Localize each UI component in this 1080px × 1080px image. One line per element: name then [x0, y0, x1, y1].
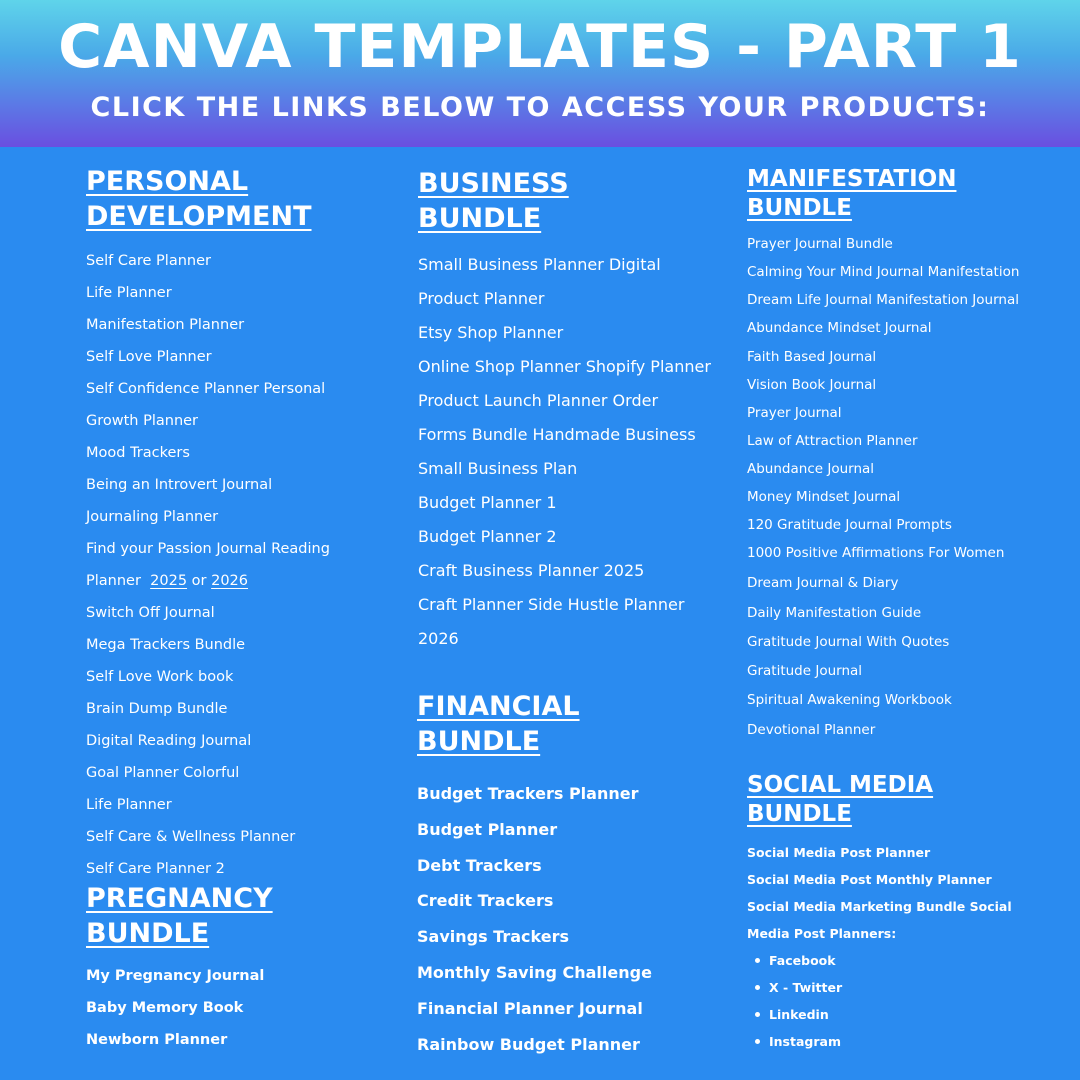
business-bundle-list: [418, 254, 711, 662]
planner-year-row: [86, 570, 330, 602]
product-link[interactable]: Craft Planner Side Hustle Planner: [418, 595, 685, 614]
financial-bundle-heading: [417, 689, 580, 759]
heading-line: BUNDLE: [747, 801, 852, 827]
product-link[interactable]: Self Care Planner 2: [86, 861, 225, 877]
product-link[interactable]: Social Media Marketing Bundle Social: [747, 899, 1012, 914]
product-link[interactable]: Budget Planner: [417, 819, 558, 839]
product-link[interactable]: Daily Manifestation Guide: [747, 605, 922, 621]
product-link[interactable]: Being an Introvert Journal: [86, 477, 273, 493]
product-link[interactable]: Forms Bundle Handmade Business: [418, 425, 696, 444]
platform-link-instagram[interactable]: Instagram: [747, 1032, 1012, 1059]
heading-line: BUNDLE: [418, 203, 542, 234]
product-link[interactable]: Life Planner: [86, 797, 172, 813]
product-link[interactable]: Life Planner: [86, 285, 172, 301]
heading-line: FINANCIAL: [417, 691, 580, 722]
product-link[interactable]: Brain Dump Bundle: [86, 701, 228, 717]
personal-development-list: [86, 250, 330, 890]
product-link[interactable]: Social Media Post Monthly Planner: [747, 872, 992, 887]
product-link[interactable]: Social Media Post Planner: [747, 845, 931, 860]
planner-prefix: Planner: [86, 573, 141, 589]
product-link[interactable]: My Pregnancy Journal: [86, 968, 265, 984]
product-link[interactable]: Digital Reading Journal: [86, 733, 252, 749]
product-link[interactable]: Self Care Planner: [86, 253, 211, 269]
product-link[interactable]: Find your Passion Journal Reading: [86, 541, 330, 557]
product-link[interactable]: Etsy Shop Planner: [418, 323, 564, 342]
heading-line: BUNDLE: [417, 726, 541, 757]
product-link[interactable]: Self Confidence Planner Personal: [86, 381, 326, 397]
product-link[interactable]: Gratitude Journal: [747, 663, 863, 679]
page-subtitle: CLICK THE LINKS BELOW TO ACCESS YOUR PRODUCTS:: [90, 92, 990, 123]
product-link[interactable]: Financial Planner Journal: [417, 998, 643, 1018]
product-link[interactable]: Product Planner: [418, 289, 545, 308]
heading-line: PERSONAL: [86, 166, 249, 197]
page-title: CANVA TEMPLATES - PART 1: [58, 12, 1022, 82]
product-link[interactable]: Small Business Plan: [418, 459, 578, 478]
product-link[interactable]: Calming Your Mind Journal Manifestation: [747, 264, 1020, 280]
pregnancy-bundle-list: [86, 965, 264, 1061]
product-link[interactable]: Baby Memory Book: [86, 1000, 244, 1016]
product-link[interactable]: Spiritual Awakening Workbook: [747, 692, 952, 708]
personal-development-heading: [86, 164, 312, 234]
heading-line: BUSINESS: [418, 168, 569, 199]
product-link[interactable]: Craft Business Planner 2025: [418, 561, 645, 580]
product-link[interactable]: Journaling Planner: [86, 509, 219, 525]
platform-link-twitter[interactable]: X - Twitter: [747, 978, 1012, 1005]
social-media-bundle-heading: [747, 771, 933, 829]
product-link[interactable]: Product Launch Planner Order: [418, 391, 659, 410]
manifestation-bundle-list: [747, 234, 1019, 742]
planner-2026-link[interactable]: 2026: [211, 573, 249, 589]
heading-line: BUNDLE: [86, 918, 210, 949]
product-link[interactable]: Devotional Planner: [747, 722, 876, 738]
product-link[interactable]: Savings Trackers: [417, 927, 569, 947]
product-link[interactable]: Mood Trackers: [86, 445, 190, 461]
heading-line: SOCIAL MEDIA: [747, 772, 934, 798]
product-link[interactable]: Budget Trackers Planner: [417, 784, 639, 803]
product-link[interactable]: Debt Trackers: [417, 855, 542, 875]
product-link[interactable]: 1000 Positive Affirmations For Women: [747, 545, 1005, 561]
heading-line: PREGNANCY: [86, 883, 273, 914]
product-link[interactable]: Money Mindset Journal: [747, 489, 901, 505]
product-link[interactable]: Gratitude Journal With Quotes: [747, 634, 950, 650]
product-link[interactable]: Dream Journal & Diary: [747, 575, 899, 591]
social-media-bundle-list: [747, 843, 1012, 1059]
product-link[interactable]: Rainbow Budget Planner: [417, 1034, 640, 1054]
product-link[interactable]: Manifestation Planner: [86, 317, 245, 333]
product-link[interactable]: Growth Planner: [86, 413, 199, 429]
product-link[interactable]: Media Post Planners:: [747, 926, 897, 941]
product-link[interactable]: Faith Based Journal: [747, 348, 877, 365]
product-link[interactable]: 2026: [418, 629, 459, 648]
product-link[interactable]: Self Love Planner: [86, 349, 212, 365]
pregnancy-bundle-heading: [86, 881, 273, 951]
product-link[interactable]: Goal Planner Colorful: [86, 765, 240, 781]
header-banner: [0, 0, 1080, 147]
heading-line: BUNDLE: [747, 195, 852, 221]
product-link[interactable]: Small Business Planner Digital: [418, 255, 661, 274]
product-link[interactable]: Online Shop Planner Shopify Planner: [418, 357, 711, 376]
product-link[interactable]: Monthly Saving Challenge: [417, 962, 652, 982]
platform-link-linkedin[interactable]: Linkedin: [747, 1005, 1012, 1032]
product-link[interactable]: 120 Gratitude Journal Prompts: [747, 517, 952, 533]
product-link[interactable]: Credit Trackers: [417, 891, 554, 911]
product-link[interactable]: Prayer Journal: [747, 404, 842, 421]
business-bundle-heading: [418, 166, 569, 236]
product-link[interactable]: Newborn Planner: [86, 1032, 228, 1048]
financial-bundle-list: [417, 783, 652, 1069]
product-link[interactable]: Budget Planner 1: [418, 493, 557, 512]
product-link[interactable]: Self Care & Wellness Planner: [86, 829, 296, 845]
product-link[interactable]: Dream Life Journal Manifestation Journal: [747, 292, 1019, 308]
product-link[interactable]: Mega Trackers Bundle: [86, 637, 246, 653]
product-link[interactable]: Self Love Work book: [86, 669, 234, 685]
product-link[interactable]: Abundance Journal: [747, 460, 875, 477]
product-link[interactable]: Prayer Journal Bundle: [747, 236, 893, 252]
planner-2025-link[interactable]: 2025: [150, 573, 188, 589]
heading-line: DEVELOPMENT: [86, 201, 312, 232]
product-link[interactable]: Vision Book Journal: [747, 376, 877, 393]
product-link[interactable]: Abundance Mindset Journal: [747, 320, 932, 336]
product-link[interactable]: Switch Off Journal: [86, 605, 215, 621]
platform-link-facebook[interactable]: Facebook: [747, 951, 1012, 978]
planner-or-text: or: [191, 573, 207, 589]
product-link[interactable]: Law of Attraction Planner: [747, 432, 918, 449]
heading-line: MANIFESTATION: [747, 166, 957, 192]
manifestation-bundle-heading: [747, 165, 956, 223]
product-link[interactable]: Budget Planner 2: [418, 527, 557, 546]
